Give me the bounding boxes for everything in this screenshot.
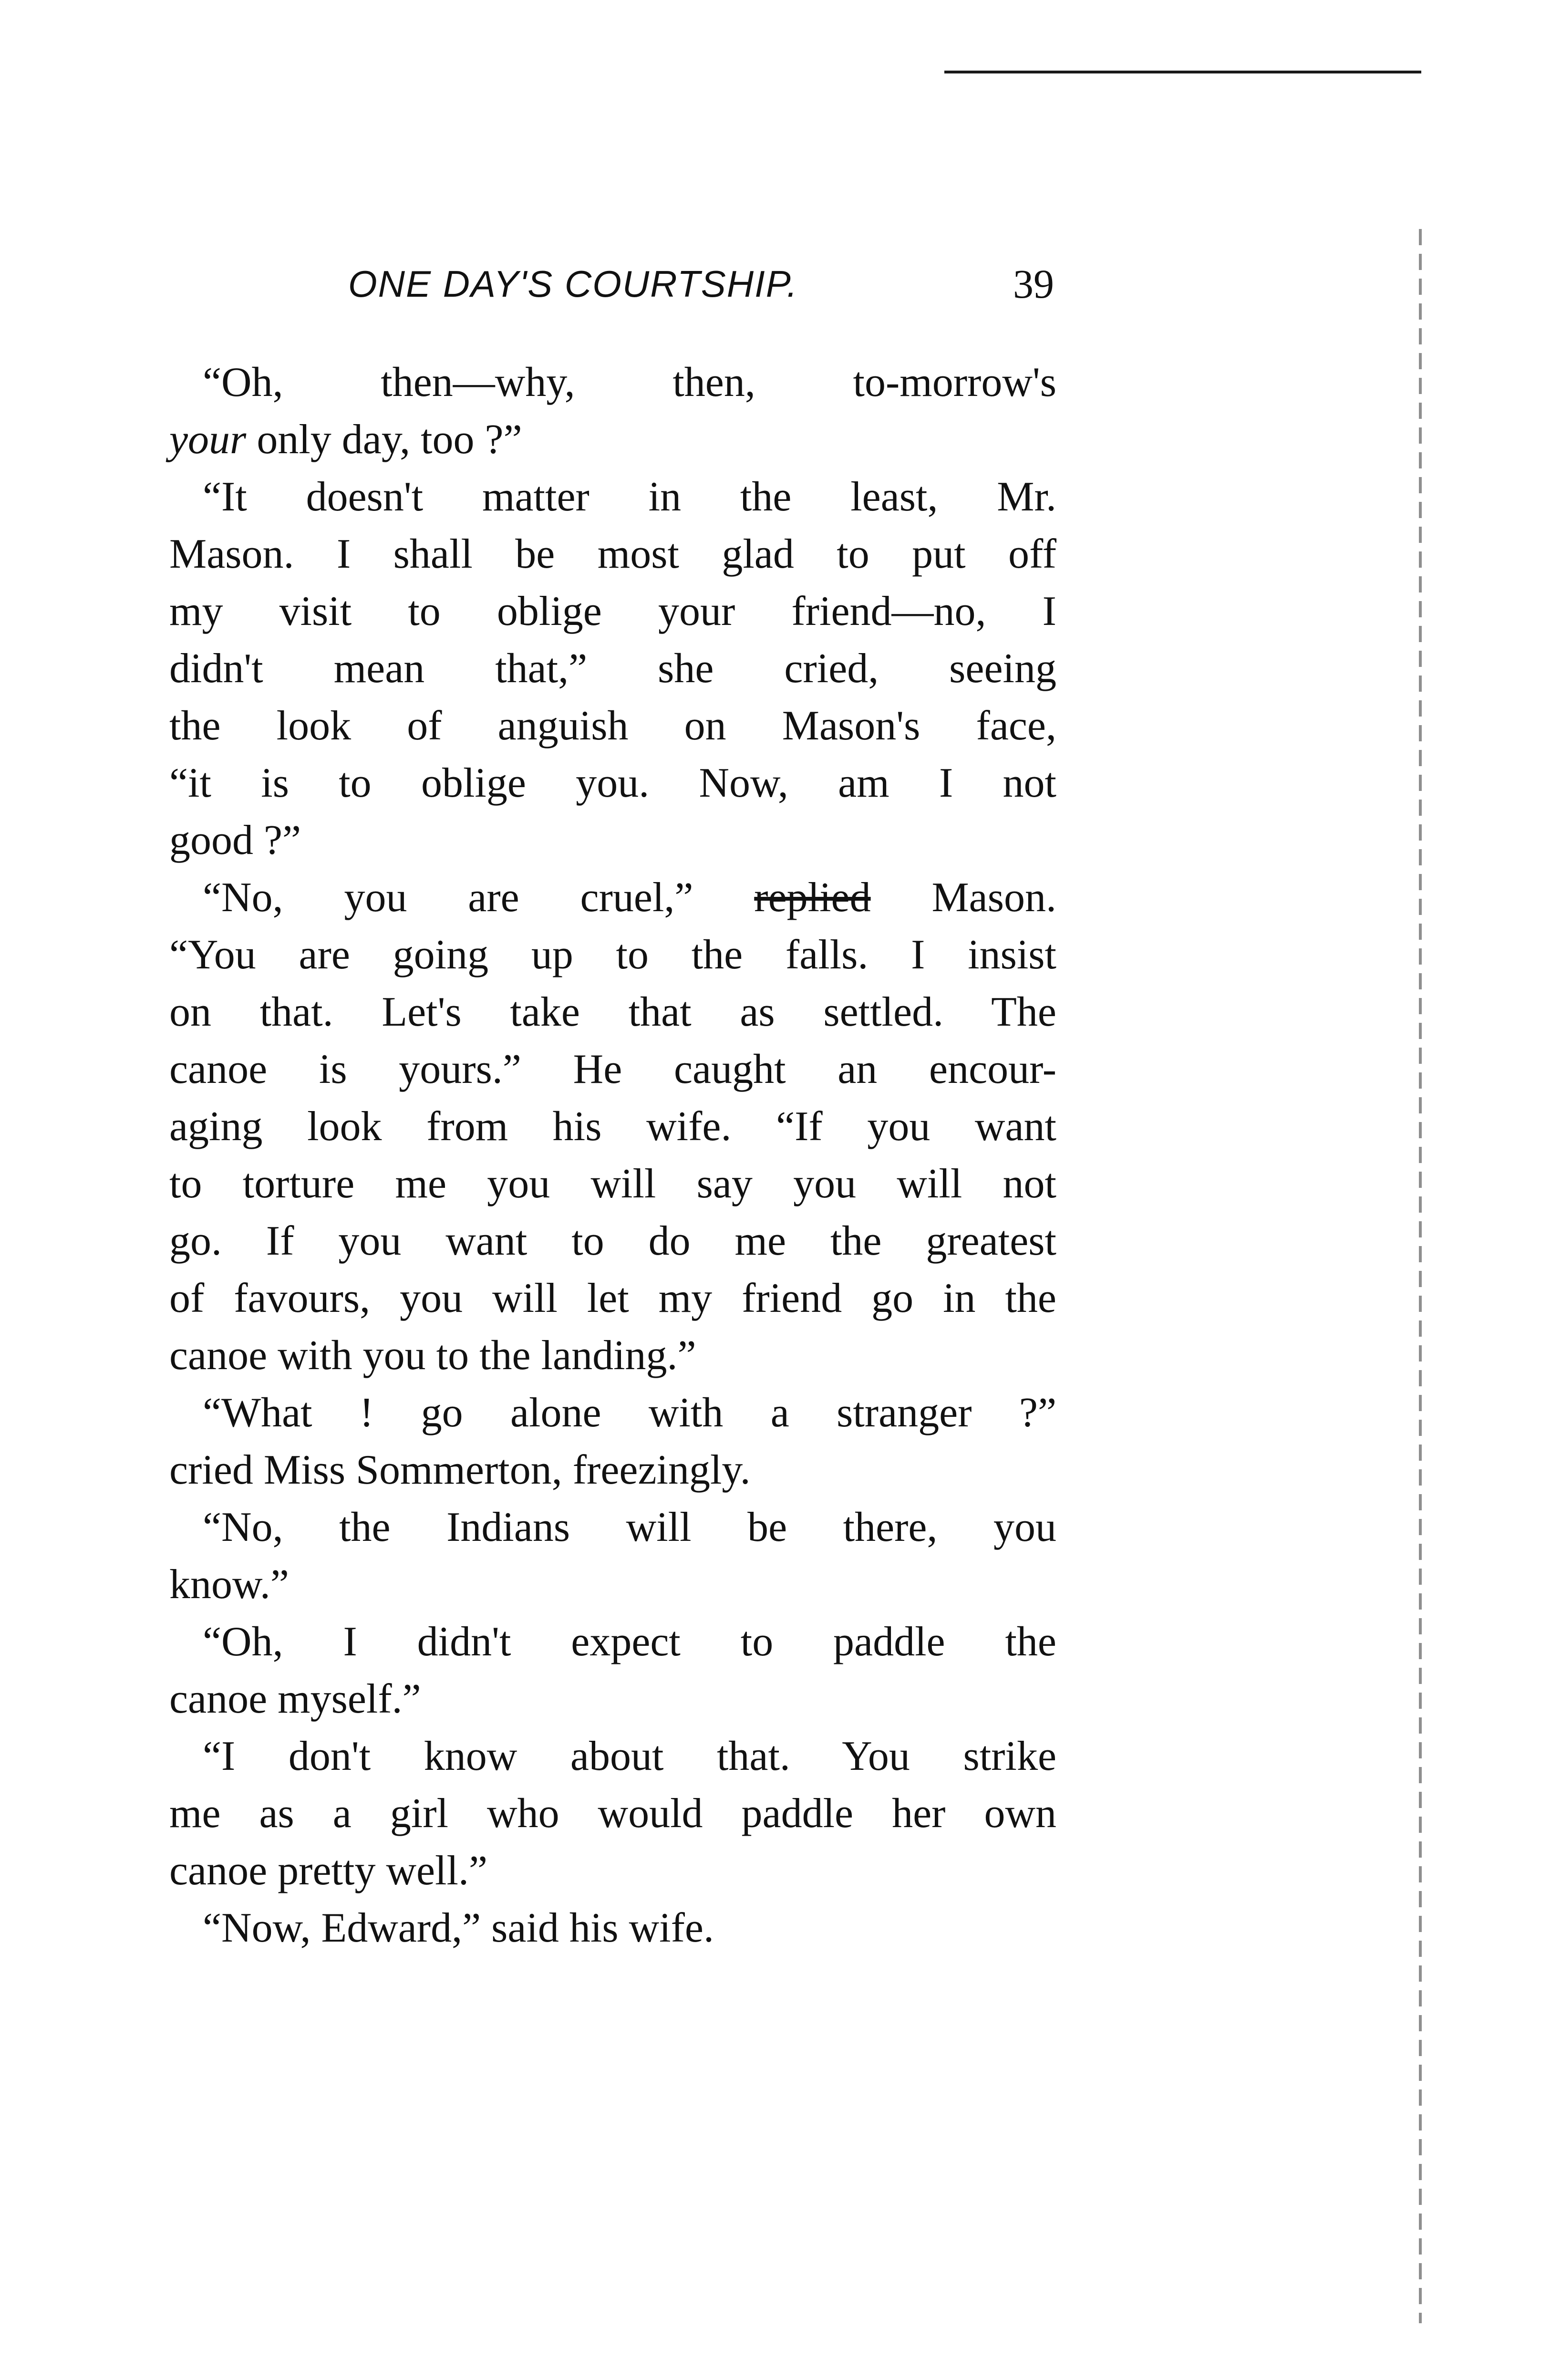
- text-line: [169, 1442, 1056, 1499]
- text-line: [169, 812, 1056, 869]
- line-segment: “What ! go alone with a stranger ?”: [203, 1390, 1056, 1436]
- line-segment: “No, you are cruel,”: [203, 874, 755, 921]
- text-line: [169, 1842, 1056, 1900]
- line-segment: my visit to oblige your friend—no, I: [169, 588, 1056, 634]
- line-segment: “You are going up to the falls. I insist: [169, 932, 1056, 978]
- text-line: [169, 697, 1056, 755]
- line-segment: “No, the Indians will be there, you: [203, 1504, 1056, 1550]
- line-segment: good ?”: [169, 817, 301, 863]
- line-segment: Mason. I shall be most glad to put off: [169, 531, 1056, 577]
- line-segment: to torture me you will say you will not: [169, 1161, 1056, 1207]
- text-line: [169, 640, 1056, 697]
- body-text: [169, 354, 1056, 1957]
- line-segment: me as a girl who would paddle her own: [169, 1790, 1056, 1837]
- text-line: [169, 1098, 1056, 1155]
- page-number: 39: [1013, 261, 1054, 307]
- text-line: [169, 1384, 1056, 1442]
- text-line: [169, 984, 1056, 1041]
- text-line: [169, 926, 1056, 984]
- text-line: [169, 526, 1056, 583]
- line-segment: “it is to oblige you. Now, am I not: [169, 760, 1056, 806]
- line-segment: on that. Let's take that as settled. The: [169, 989, 1056, 1035]
- text-line: [169, 1728, 1056, 1785]
- line-segment: “I don't know about that. You strike: [203, 1733, 1056, 1779]
- line-segment: canoe myself.”: [169, 1676, 421, 1722]
- text-line: [169, 1785, 1056, 1842]
- text-line: [169, 583, 1056, 640]
- line-segment: the look of anguish on Mason's face,: [169, 703, 1056, 749]
- text-line: [169, 1327, 1056, 1384]
- text-line: [169, 411, 1056, 468]
- line-segment: Mason.: [870, 874, 1056, 921]
- struck-word: replied: [754, 874, 871, 921]
- line-segment: know.”: [169, 1561, 289, 1608]
- line-segment: canoe is yours.” He caught an encour-: [169, 1046, 1056, 1092]
- text-line: [169, 354, 1056, 411]
- line-segment: didn't mean that,” she cried, seeing: [169, 645, 1056, 692]
- text-line: [169, 1270, 1056, 1327]
- line-segment: cried Miss Sommerton, freezingly.: [169, 1447, 751, 1493]
- line-segment: go. If you want to do me the greatest: [169, 1218, 1056, 1264]
- text-line: [169, 1613, 1056, 1671]
- italic-word: your: [169, 416, 247, 463]
- text-line: [169, 1213, 1056, 1270]
- line-segment: “Oh, I didn't expect to paddle the: [203, 1619, 1056, 1665]
- line-segment: canoe with you to the landing.”: [169, 1332, 696, 1379]
- line-segment: “It doesn't matter in the least, Mr.: [203, 474, 1056, 520]
- text-line: [169, 1155, 1056, 1213]
- text-line: [169, 869, 1056, 926]
- line-segment: of favours, you will let my friend go in the: [169, 1275, 1056, 1321]
- text-line: [169, 755, 1056, 812]
- text-line: [169, 468, 1056, 526]
- text-line: [169, 1041, 1056, 1098]
- text-line: [169, 1499, 1056, 1556]
- scan-gutter-edge: [1419, 229, 1422, 2323]
- line-segment: “Now, Edward,” said his wife.: [203, 1905, 714, 1951]
- scan-edge-rule: [944, 71, 1421, 78]
- line-segment: only day, too ?”: [246, 416, 522, 463]
- line-segment: “Oh, then—why, then, to-morrow's: [203, 359, 1056, 405]
- text-line: [169, 1900, 1056, 1957]
- page-header: [348, 258, 1054, 310]
- text-line: [169, 1556, 1056, 1613]
- line-segment: aging look from his wife. “If you want: [169, 1103, 1056, 1150]
- line-segment: canoe pretty well.”: [169, 1848, 488, 1894]
- running-head: ONE DAY'S COURTSHIP.: [348, 263, 798, 305]
- text-line: [169, 1671, 1056, 1728]
